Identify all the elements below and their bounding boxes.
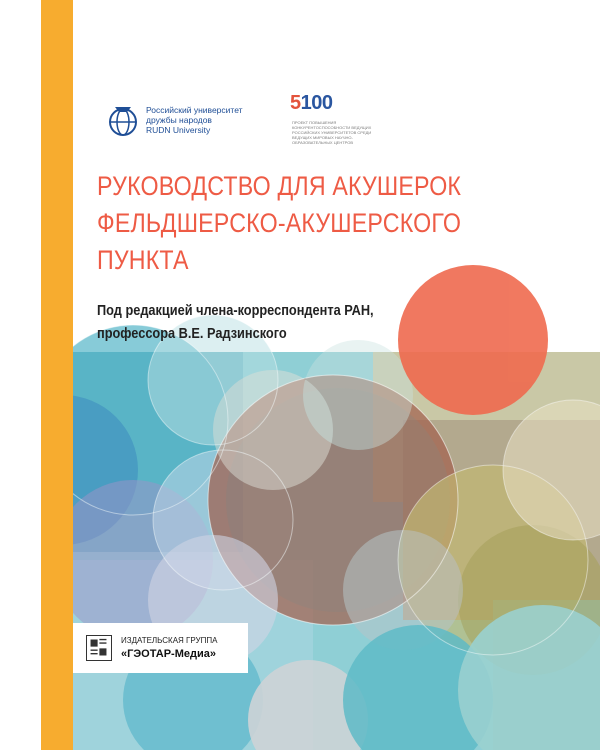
circle-coral bbox=[398, 265, 548, 415]
project-number-rest: 100 bbox=[300, 92, 333, 114]
title-line-2: ФЕЛЬДШЕРСКО-АКУШЕРСКОГО bbox=[97, 208, 462, 238]
university-name-line1: Российский университет bbox=[146, 105, 243, 115]
publisher-logo bbox=[73, 623, 248, 673]
publisher-emblem-icon bbox=[86, 635, 112, 661]
spine-stripe bbox=[41, 0, 73, 750]
project-number-accent: 5 bbox=[290, 92, 301, 114]
title-line-1: РУКОВОДСТВО ДЛЯ АКУШЕРОК bbox=[97, 171, 462, 201]
editor-credit bbox=[97, 300, 374, 346]
editor-line-2: профессора В.Е. Радзинского bbox=[97, 326, 287, 342]
publisher-name: «ГЭОТАР-Медиа» bbox=[121, 648, 216, 660]
title-line-3: ПУНКТА bbox=[97, 245, 189, 275]
project-5-100-logo bbox=[290, 92, 380, 152]
university-logo bbox=[100, 100, 290, 140]
publisher-group-label: ИЗДАТЕЛЬСКАЯ ГРУППА bbox=[121, 636, 218, 645]
globe-emblem-icon bbox=[105, 103, 141, 137]
circle-mint bbox=[303, 340, 413, 450]
project-caption: ПРОЕКТ ПОВЫШЕНИЯ КОНКУРЕНТОСПОСОБНОСТИ ВЕДУЩИХ РОССИЙСКИХ УНИВЕРСИТЕТОВ СРЕДИ ВЕДУЩИХ МИРОВЫХ НАУЧНО-ОБРАЗОВАТЕЛЬНЫХ ЦЕНТРОВ bbox=[292, 120, 372, 145]
editor-line-1: Под редакцией члена-корреспондента РАН, bbox=[97, 303, 374, 319]
university-name-line2: дружбы народов bbox=[146, 115, 212, 125]
university-name-line3: RUDN University bbox=[146, 125, 211, 135]
book-title bbox=[97, 168, 501, 279]
